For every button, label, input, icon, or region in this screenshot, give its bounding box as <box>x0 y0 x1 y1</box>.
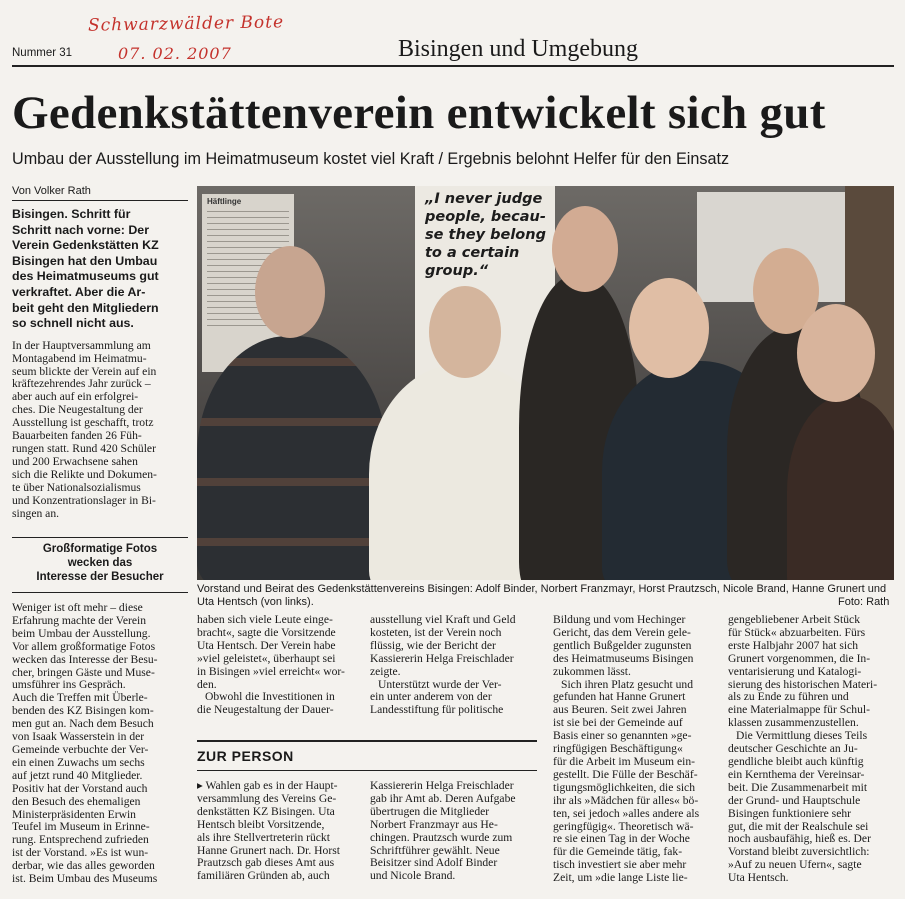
person-box-left: ▸ Wahlen gab es in der Haupt- versammlung des Vereins Ge- denkstätten KZ Bisingen. Uta Hentsch bleibt Vorsitzende, als ihre Stellvertreterin rückt Hanne Grunert nach. Dr. Horst Prautzsch gab dieses Amt aus familiären Gründen ab, auch <box>197 779 340 883</box>
person-box-title: ZUR PERSON <box>197 748 294 764</box>
subheading: Großformatige Fotos wecken das Interesse der Besucher <box>36 543 164 583</box>
quote-text: „I never judge people, becau- se they belong to a certain group.“ <box>425 191 546 279</box>
column-5: gengebliebener Arbeit Stück für Stück« abzuarbeiten. Fürs erste Halbjahr 2007 hat sich Grunert vorgenommen, die In- ventarisierung und Katalogi- sierung des historischen Materi- als zu Ende zu führen und eine Materialmappe für Schul- klassen zusammenzustellen. Die Vermittlung dieses Teils deutscher Geschichte an Ju- gendliche bleibt auch künftig ein Kernthema der Vereinsar- beit. Die Zusammenarbeit mit der Grund- und Hauptschule Bisingen funktioniere sehr gut, die mit der Realschule sei noch ausbaufähig, hieß es. Der Vorstand bleibt zuversichtlich: »Auf zu neuen Ufern«, sagte Uta Hentsch. <box>728 613 878 885</box>
person-box-rule-2 <box>197 770 537 771</box>
section-title: Bisingen und Umgebung <box>398 36 638 62</box>
handwritten-date: 07. 02. 2007 <box>118 44 232 63</box>
face-6 <box>797 304 875 402</box>
photo-caption: Vorstand und Beirat des Gedenkstättenvereins Bisingen: Adolf Binder, Norbert Franzmayr, Horst Prautzsch, Nicole Brand, Hanne Grunert und Uta Hentsch (von links). <box>197 583 887 608</box>
exhibition-poster-left: Häftlinge <box>202 194 294 372</box>
headline: Gedenkstättenverein entwickelt sich gut <box>12 87 826 139</box>
subheading-rule-top <box>12 537 188 538</box>
group-photo <box>197 186 894 580</box>
face-4 <box>629 278 709 378</box>
column-3-top: ausstellung viel Kraft und Geld kosteten, ist der Verein noch flüssig, wie der Bericht der Kassiererin Helga Freischlader zeigte. Unterstützt wurde der Ver- ein unter anderem von der Landesstiftung für politische <box>370 613 516 717</box>
issue-number: Nummer 31 <box>12 47 73 59</box>
person-adolf-binder <box>197 336 387 580</box>
face-1 <box>255 246 325 338</box>
column-left-top <box>12 207 188 520</box>
column-4: Bildung und vom Hechinger Gericht, das dem Verein gele- gentlich Bußgelder zugunsten des Heimatmuseums Bisingen zukommen lässt. Sich ihren Platz gesucht und gefunden hat Hanne Grunert aus Beuren. Seit zwei Jahren ist sie bei der Gemeinde auf Basis einer so genannten »ge- ringfügigen Beschäftigung« für die Arbeit im Museum ein- gestellt. Die Fülle der Beschäf- tigungsmöglichkeiten, die sich ihr als »Mädchen für alles« bö- ten, sei jedoch »alles andere als geringfügig«. Theoretisch wä- re sie einen Tag in der Woche für die Gemeinde tätig, fak- tisch investiert sie aber mehr Zeit, um »die lange Liste lie- <box>553 613 700 885</box>
photo-credit: Foto: Rath <box>838 596 890 608</box>
column-left-bottom: Weniger ist oft mehr – diese Erfahrung machte der Verein beim Umbau der Ausstellung. Vor allem großformatige Fotos wecken das Interesse der Besu- cher, bringen Gäste und Muse- umsführer ins Gespräch. Auch die Treffen mit Überle- benden des KZ Bisingen kom- men gut an. Nach dem Besuch von Isaak Wasserstein in der Gemeinde verbuchte der Ver- ein einen Zuwachs um sechs auf jetzt rund 40 Mitglieder. Positiv hat der Vorstand auch den Besuch des ehemaligen Ministerpräsidenten Erwin Teufel im Museum in Erinne- rung. Entsprechend zufrieden ist der Vorstand. »Es ist wun- derbar, wie das alles geworden ist. Beim Umbau des Museums <box>12 601 158 886</box>
person-box-right: Kassiererin Helga Freischlader gab ihr Amt ab. Deren Aufgabe übertrugen die Mitglieder Norbert Franzmayr aus He- chingen. Prautzsch wurde zum Schriftführer gewählt. Neue Beisitzer sind Adolf Binder und Nicole Brand. <box>370 779 516 883</box>
subheading-rule-bottom <box>12 592 188 593</box>
face-2 <box>429 286 501 378</box>
body-paragraph: In der Hauptversammlung am Montagabend im Heimatmu- seum blickte der Verein auf ein kräftezehrendes Jahr zurück – aber auch auf ein erfolgrei- ches. Die Neugestaltung der Ausstellung ist geschafft, trotz Bauarbeiten fanden 26 Füh- rungen statt. Rund 420 Schüler und 200 Erwachsene sahen sich die Relikte und Dokumen- te über Nationalsozialismus und Konzentrationslager in Bi- singen an. <box>12 338 157 520</box>
byline: Von Volker Rath <box>12 185 91 197</box>
face-3 <box>552 206 618 292</box>
lead-paragraph: Bisingen. Schritt für Schritt nach vorne: Der Verein Gedenkstätten KZ Bisingen hat den Umbau des Heimatmuseums gut verkraftet. Aber die Ar- beit geht den Mitgliedern so schnell nicht aus. <box>12 207 159 331</box>
byline-rule <box>12 200 188 201</box>
subtitle: Umbau der Ausstellung im Heimatmuseum kostet viel Kraft / Ergebnis belohnt Helfer für den Einsatz <box>12 150 730 168</box>
person-uta-hentsch <box>787 396 894 580</box>
handwritten-paper-name: Schwarzwälder Bote <box>87 12 285 36</box>
header-rule <box>12 65 894 67</box>
person-box-rule <box>197 740 537 742</box>
column-2-top: haben sich viele Leute einge- bracht«, sagte die Vorsitzende Uta Hentsch. Der Verein habe »viel geleistet«, überhaupt sei in Bisingen »viel erreicht« wor- den. Obwohl die Investitionen in die Neugestaltung der Dauer- <box>197 613 345 717</box>
